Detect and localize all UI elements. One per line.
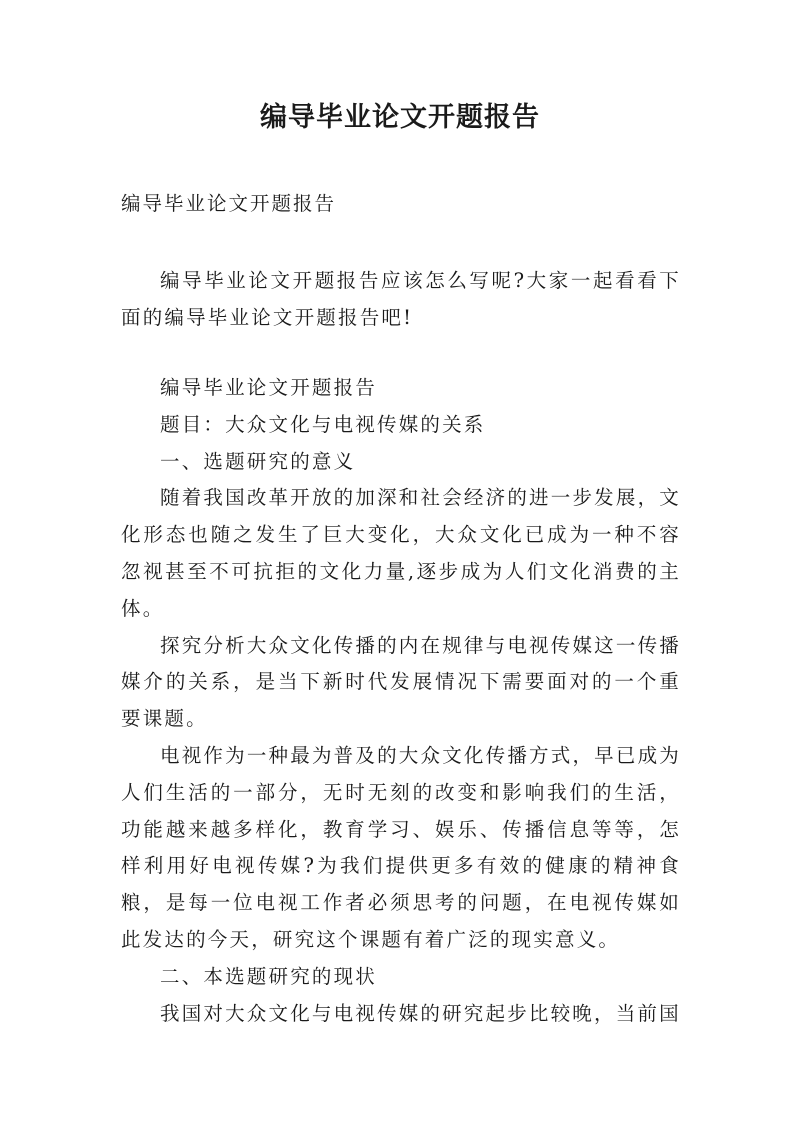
section-heading-status: 二、本选题研究的现状: [160, 964, 378, 988]
section-heading-significance: 一、选题研究的意义: [160, 449, 356, 473]
document-title: 编导毕业论文开题报告: [260, 102, 540, 133]
body-paragraph: 我国对大众文化与电视传媒的研究起步比较晚，当前国: [160, 1001, 681, 1025]
section-heading-report: 编导毕业论文开题报告: [160, 376, 378, 399]
main-body: [121, 370, 681, 1032]
document-subtitle: 编导毕业论文开题报告: [121, 192, 337, 215]
intro-paragraph: 编导毕业论文开题报告应该怎么写呢?大家一起看看下面的编导毕业论文开题报告吧!: [121, 269, 681, 329]
body-paragraph: 探究分析大众文化传播的内在规律与电视传媒这一传播媒介的关系，是当下新时代发展情况下需要面对的一个重要课题。: [121, 633, 681, 731]
topic-line: 题目：大众文化与电视传媒的关系: [160, 412, 486, 436]
intro-section: [121, 262, 681, 336]
body-paragraph: 随着我国改革开放的加深和社会经济的进一步发展，文化形态也随之发生了巨大变化，大众文化已成为一种不容忽视甚至不可抗拒的文化力量,逐步成为人们文化消费的主体。: [121, 486, 681, 620]
body-paragraph: 电视作为一种最为普及的大众文化传播方式，早已成为人们生活的一部分，无时无刻的改变和影响我们的生活，功能越来越多样化，教育学习、娱乐、传播信息等等，怎样利用好电视传媒?为我们提供更多有效的健康的精神食粮，是每一位电视工作者必须思考的问题，在电视传媒如此发达的今天，研究这个课题有着广泛的现实意义。: [121, 743, 681, 951]
